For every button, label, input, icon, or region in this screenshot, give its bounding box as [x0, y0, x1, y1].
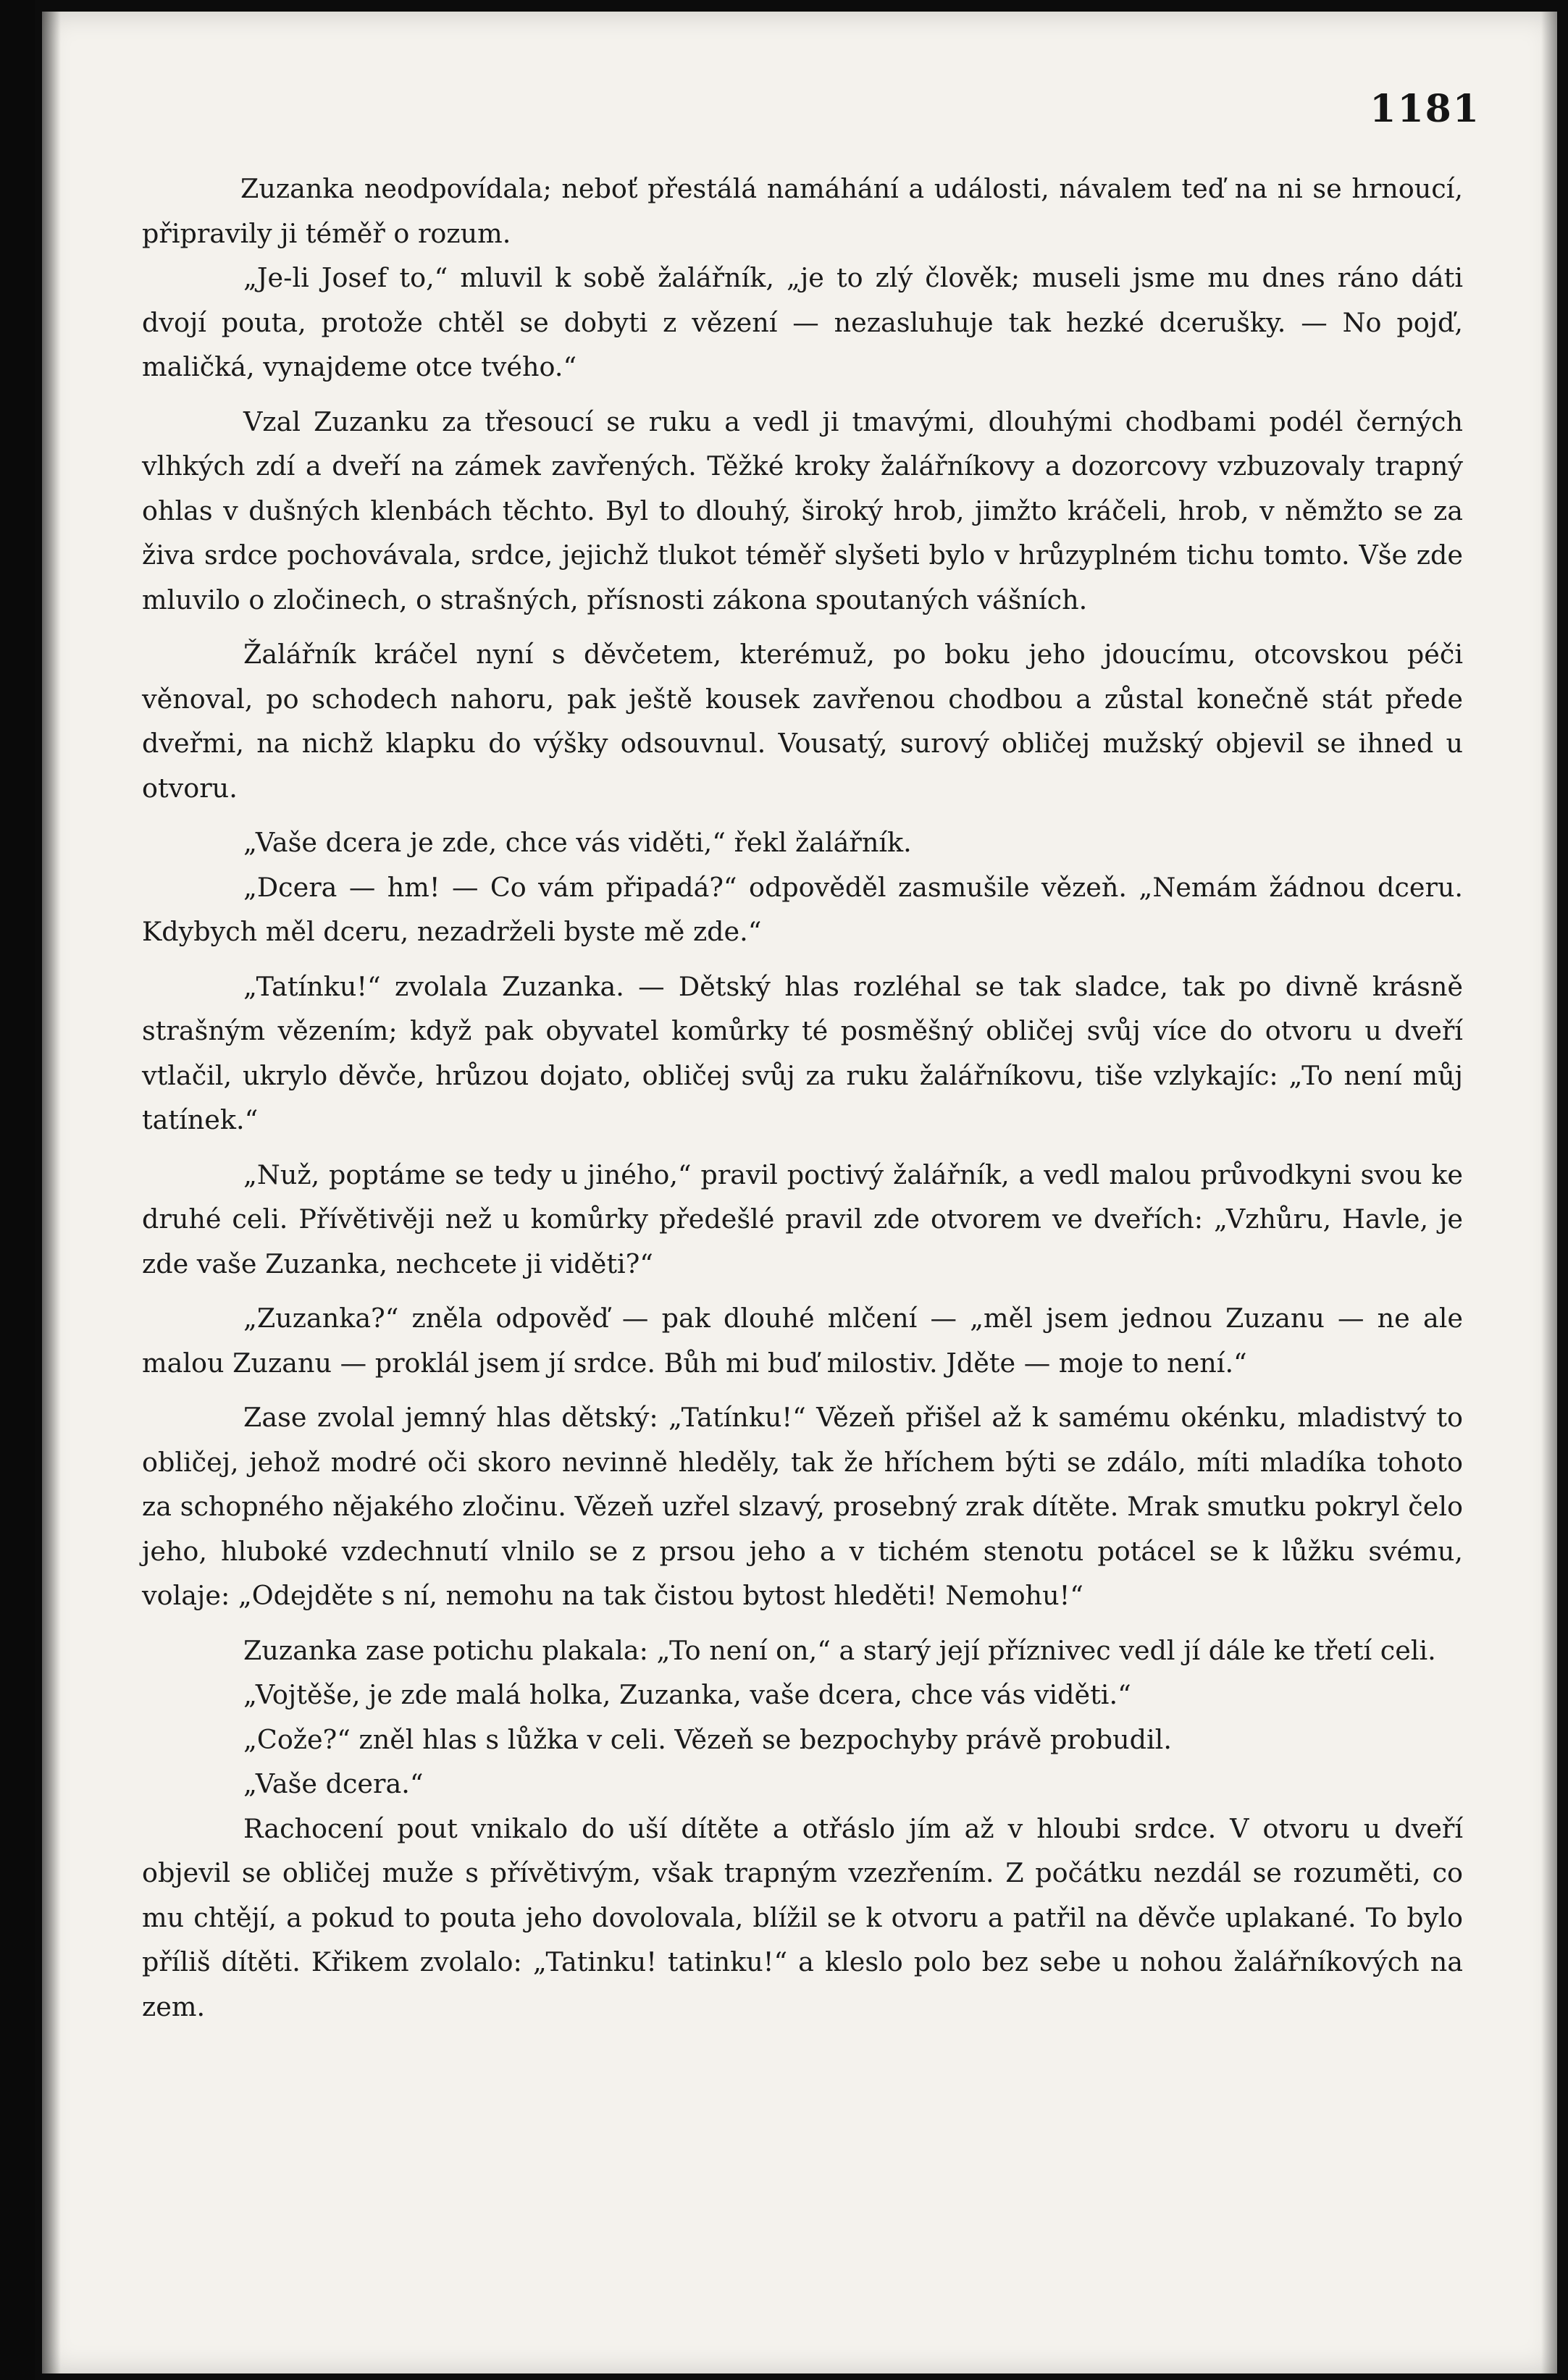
paragraph: „Vojtěše, je zde malá holka, Zuzanka, vaše dcera, chce vás viděti.“	[243, 1679, 1131, 1710]
paragraph: „Vaše dcera je zde, chce vás viděti,“ řekl žalářník.	[243, 827, 912, 858]
paragraph: „Nuž, poptáme se tedy u jiného,“ pravil poctivý žalářník, a vedl malou průvodkyni svou ke druhé celi. Přívětivěji než u komůrky předešlé pravil zde otvorem ve dveřích: „Vzhůru, Havle, je zde vaše Zuzanka, nechcete ji viděti?“	[142, 1159, 1463, 1279]
paragraph: Žalářník kráčel nyní s děvčetem, kterémuž, po boku jeho jdoucímu, otcovskou péči věnoval, po schodech nahoru, pak ještě kousek zavřenou chodbou a zůstal konečně stát přede dveřmi, na nichž klapku do výšky odsouvnul. Vousatý, surový obličej mužský objevil se ihned u otvoru.	[142, 639, 1463, 804]
paragraph: „Dcera — hm! — Co vám připadá?“ odpověděl zasmušile vězeň. „Nemám žádnou dceru. Kdybych měl dceru, nezadrželi byste mě zde.“	[142, 871, 1463, 947]
page-edge-shadow	[1541, 12, 1557, 2373]
paragraph: Rachocení pout vnikalo do uší dítěte a otřáslo jím až v hloubi srdce. V otvoru u dveří objevil se obličej muže s přívětivým, však trapným vzezřením. Z počátku nezdál se rozuměti, co mu chtějí, a pokud to pouta jeho dovolovala, blížil se k otvoru a patřil na děvče uplakané. To bylo příliš dítěti. Křikem zvolalo: „Tatinku! tatinku!“ a kleslo polo bez sebe u nohou žalářníkových na zem.	[142, 1812, 1463, 2022]
paragraph: „Cože?“ zněl hlas s lůžka v celi. Vězeň se bezpochyby právě probudil.	[243, 1723, 1172, 1755]
page-number: 1181	[1370, 87, 1480, 131]
body-text	[142, 167, 1463, 2029]
scan-margin	[0, 0, 35, 2380]
paragraph: „Je-li Josef to,“ mluvil k sobě žalářník, „je to zlý člověk; museli jsme mu dnes ráno dáti dvojí pouta, protože chtěl se dobyti z vězení — nezasluhuje tak hezké dcerušky. — No pojď, maličká, vynajdeme otce tvého.“	[142, 262, 1463, 382]
book-page	[42, 12, 1557, 2373]
paragraph: „Zuzanka?“ zněla odpověď — pak dlouhé mlčení — „měl jsem jednou Zuzanu — ne ale malou Zuzanu — proklál jsem jí srdce. Bůh mi buď milostiv. Jděte — moje to není.“	[142, 1303, 1463, 1379]
gutter-shadow	[42, 12, 61, 2373]
paragraph: „Vaše dcera.“	[243, 1768, 424, 1799]
paragraph: Zuzanka neodpovídala; neboť přestálá namáhání a události, návalem teď na ni se hrnoucí, připravily ji téměř o rozum.	[142, 173, 1463, 249]
paragraph: „Tatínku!“ zvolala Zuzanka. — Dětský hlas rozléhal se tak sladce, tak po divně krásně strašným vězením; když pak obyvatel komůrky té posměšný obličej svůj více do otvoru u dveří vtlačil, ukrylo děvče, hrůzou dojato, obličej svůj za ruku žalářníkovu, tiše vzlykajíc: „To není můj tatínek.“	[142, 970, 1463, 1135]
paragraph: Zuzanka zase potichu plakala: „To není on,“ a starý její příznivec vedl jí dále ke třetí celi.	[243, 1634, 1436, 1666]
paragraph: Zase zvolal jemný hlas dětský: „Tatínku!“ Vězeň přišel až k samému okénku, mladistvý to obličej, jehož modré oči skoro nevinně hleděly, tak že hříchem býti se zdálo, míti mladíka tohoto za schopného nějakého zločinu. Vězeň uzřel slzavý, prosebný zrak dítěte. Mrak smutku pokryl čelo jeho, hluboké vzdechnutí vlnilo se z prsou jeho a v tichém stenotu potácel se k lůžku svému, volaje: „Odejděte s ní, nemohu na tak čistou bytost hleděti! Nemohu!“	[142, 1402, 1463, 1611]
paragraph: Vzal Zuzanku za třesoucí se ruku a vedl ji tmavými, dlouhými chodbami podél černých vlhkých zdí a dveří na zámek zavřených. Těžké kroky žalářníkovy a dozorcovy vzbuzovaly trapný ohlas v dušných klenbách těchto. Byl to dlouhý, široký hrob, jimžto kráčeli, hrob, v němžto se za živa srdce pochovávala, srdce, jejichž tlukot téměř slyšeti bylo v hrůzyplném tichu tomto. Vše zde mluvilo o zločinech, o strašných, přísnosti zákona spoutaných vášních.	[142, 405, 1463, 615]
